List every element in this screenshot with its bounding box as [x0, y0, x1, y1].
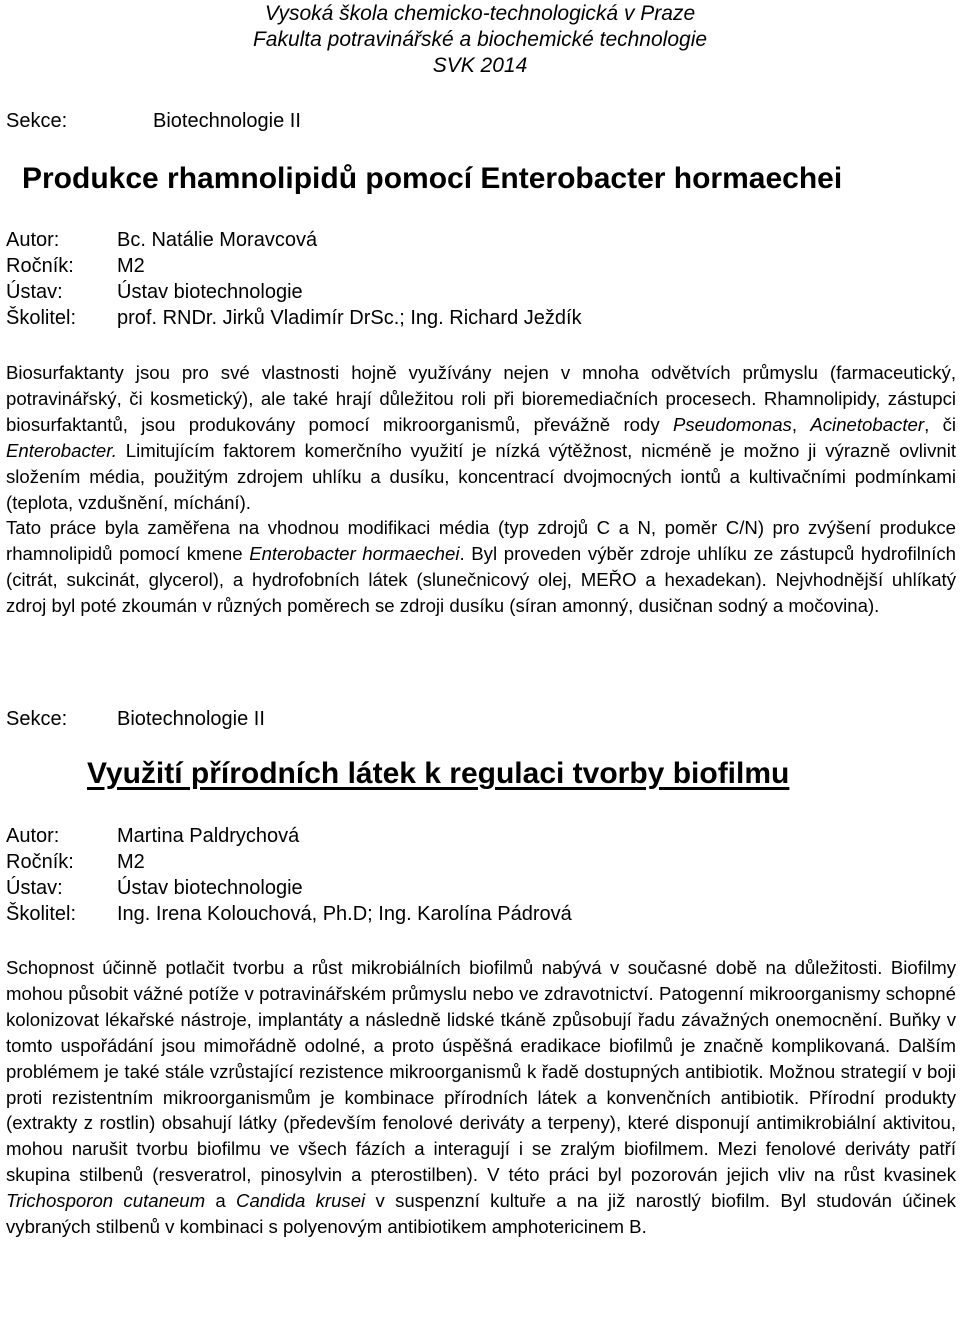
genus-name: Acinetobacter — [810, 413, 925, 435]
meta-year-value: M2 — [117, 851, 145, 873]
article-title — [22, 162, 842, 196]
header-event: SVK 2014 — [432, 54, 528, 77]
genus-name: Pseudomonas — [672, 413, 792, 435]
meta-year-label: Ročník: — [6, 255, 74, 277]
abstract-text: , — [791, 413, 811, 435]
abstract-text: v suspenzní kultuře a na již narostlý biofilm. Byl studován účinek vybraných stilbenů v kombinaci s polyenovým antibiotikem amphotericinem B. — [6, 1190, 956, 1238]
abstract-text: . Byl proveden výběr zdroje uhlíku ze zástupců hydrofilních (citrát, sukcinát, glycerol), a hydrofobních látek (slunečnicový olej, MEŘO a hexadekan). Nejvhodnější uhlíkatý zdroj byl poté zkoumán v různých poměrech se zdroji dusíku (síran amonný, dusičnan sodný a močovina). — [6, 543, 957, 617]
abstract-paragraph — [6, 515, 956, 619]
meta-institute-label: Ústav: — [6, 877, 63, 899]
abstract-paragraph — [6, 360, 956, 515]
abstract-text: Tato práce byla zaměřena na vhodnou modifikaci média (typ zdrojů C a N, poměr C/N) pro zvýšení produkce rhamnolipidů pomocí kmene — [6, 517, 956, 565]
section-label: Sekce: — [6, 708, 68, 730]
section-value: Biotechnologie II — [117, 708, 265, 730]
species-name: Trichosporon cutaneum — [6, 1190, 206, 1212]
meta-supervisor-label: Školitel: — [6, 307, 77, 329]
meta-supervisor-value: prof. RNDr. Jirků Vladimír DrSc.; Ing. Richard Ježdík — [117, 307, 582, 329]
meta-supervisor-value: Ing. Irena Kolouchová, Ph.D; Ing. Karolína Pádrová — [117, 903, 572, 925]
abstract-text: Schopnost účinně potlačit tvorbu a růst mikrobiálních biofilmů nabývá v současné době na důležitosti. Biofilmy mohou působit vážné potíže v potravinářském průmyslu nebo ve zdravotnictví. Patogenní mikroorganismy schopné kolonizovat lékařské nástroje, implantáty a následně lidské tkáně způsobují řadu závažných onemocnění. Buňky v tomto uspořádání jsou mimořádně odolné, a proto úspěšná eradikace biofilmů je značně komplikovaná. Dalším problémem je také stále vzrůstající rezistence mikroorganismů k řadě dostupných antibiotik. Možnou strategií v boji proti rezistentním mikroorganismům je kombinace přírodních látek a konvenčních antibiotik. Přírodní produkty (extrakty z rostlin) obsahují látky (především fenolové deriváty a terpeny), které disponují antimikrobiální aktivitou, mohou narušit tvorbu biofilmu ve všech fázích a interagují i se zralým biofilmem. Mezi fenolové deriváty patří skupina stilbenů (resveratrol, pinosylvin a pterostilben). V této práci byl pozorován jejich vliv na růst kvasinek — [6, 957, 956, 1186]
abstract-text: Biosurfaktanty jsou pro své vlastnosti hojně využívány nejen v mnoha odvětvích průmyslu (farmaceutický, potravinářský, či kosmetický), ale také hrají důležitou roli při bioremediačních procesech. Rhamnolipidy, zástupci biosurfaktantů, jsou produkovány pomocí mikroorganismů, převážně rody — [6, 362, 956, 435]
meta-author-value: Martina Paldrychová — [117, 825, 300, 847]
section-label: Sekce: — [6, 110, 68, 132]
meta-author-value: Bc. Natálie Moravcová — [117, 229, 318, 251]
meta-author-label: Autor: — [6, 825, 60, 847]
species-name: Enterobacter hormaechei — [249, 543, 460, 565]
abstract-text: a — [205, 1190, 237, 1212]
meta-author-label: Autor: — [6, 229, 60, 251]
article-title-text: Využití přírodních látek k regulaci tvorby biofilmu — [87, 757, 790, 790]
abstract-body — [6, 955, 956, 1240]
species-name: Candida krusei — [236, 1190, 366, 1212]
abstract-text: Limitujícím faktorem komerčního využití je nízká výtěžnost, nicméně je možno ji výrazně ovlivnit složením média, použitým zdrojem uhlíku a dusíku, koncentrací dvojmocných iontů a kultivačními podmínkami (teplota, vzdušnění, míchání). — [6, 439, 956, 513]
meta-supervisor-label: Školitel: — [6, 903, 77, 925]
meta-institute-label: Ústav: — [6, 281, 63, 303]
meta-institute-value: Ústav biotechnologie — [117, 281, 303, 303]
meta-year-value: M2 — [117, 255, 145, 277]
article-title-text: Produkce rhamnolipidů pomocí Enterobacter hormaechei — [22, 162, 843, 195]
article-title — [87, 757, 789, 791]
meta-year-label: Ročník: — [6, 851, 74, 873]
abstract-paragraph — [6, 955, 956, 1240]
header-faculty: Fakulta potravinářské a biochemické technologie — [252, 28, 708, 51]
abstract-body — [6, 360, 956, 619]
meta-institute-value: Ústav biotechnologie — [117, 877, 303, 899]
header-school: Vysoká škola chemicko-technologická v Praze — [264, 2, 696, 25]
abstract-text: , či — [924, 413, 956, 435]
genus-name: Enterobacter. — [6, 439, 117, 461]
section-value: Biotechnologie II — [153, 110, 301, 132]
